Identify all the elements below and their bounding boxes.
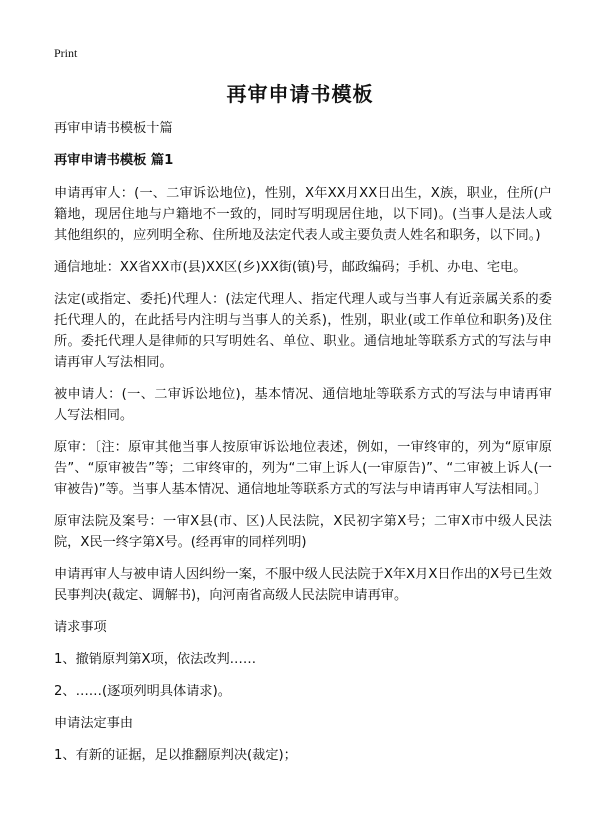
paragraph-request-2: 2、……(逐项列明具体请求)。 [54, 684, 231, 699]
paragraph-agent: 法定(或指定、委托)代理人：(法定代理人、指定代理人或与当事人有近亲属关系的委托代理人的，在此括号内注明与当事人的关系)，性别，职业(或工作单位和职务)及住所。委托代理人是律师的只写明姓名、单位、职业。通信地址等联系方式的写法与申请再审人写法相同。 [54, 292, 552, 370]
print-label: Print [54, 46, 78, 60]
paragraph-address: 通信地址：XX省XX市(县)XX区(乡)XX街(镇)号，邮政编码；手机、办电、宅电。 [54, 260, 527, 275]
paragraph-court-case-number: 原审法院及案号：一审X县(市、区)人民法院，X民初字第X号；二审X市中级人民法院，X民一终字第X号。(经再审的同样列明) [54, 514, 552, 550]
paragraph-respondent: 被申请人：(一、二审诉讼地位)，基本情况、通信地址等联系方式的写法与申请再审人写法相同。 [54, 387, 552, 423]
paragraph-original-trial: 原审：〔注：原审其他当事人按原审诉讼地位表述，例如，一审终审的，列为“原审原告”、“原审被告”等；二审终审的，列为“二审上诉人(一审原告)”、“二审被上诉人(一审被告)”等。当事人基本情况、通信地址等联系方式的写法与申请再审人写法相同。〕 [54, 440, 552, 497]
section-heading: 再审申请书模板 篇1 [54, 153, 174, 168]
document-subtitle: 再审申请书模板十篇 [54, 121, 173, 136]
paragraph-applicant: 申请再审人：(一、二审诉讼地位)，性别，X年XX月XX日出生，X族，职业，住所(户籍地，现居住地与户籍地不一致的，同时写明现居住地，以下同)。(当事人是法人或其他组织的，应列明全称、住所地及法定代表人或主要负责人姓名和职务，以下同。) [54, 186, 552, 243]
document-title: 再审申请书模板 [226, 82, 374, 106]
paragraph-legal-grounds-heading: 申请法定事由 [54, 716, 134, 731]
paragraph-request-1: 1、撤销原判第X项，依法改判…… [54, 652, 257, 667]
document-body [54, 118, 552, 777]
paragraph-retrial-statement: 申请再审人与被申请人因纠纷一案，不服中级人民法院于X年X月X日作出的X号已生效民事判决(裁定、调解书)，向河南省高级人民法院申请再审。 [54, 567, 552, 603]
paragraph-requests-heading: 请求事项 [54, 620, 107, 635]
paragraph-ground-1: 1、有新的证据，足以推翻原判决(裁定)； [54, 748, 297, 763]
